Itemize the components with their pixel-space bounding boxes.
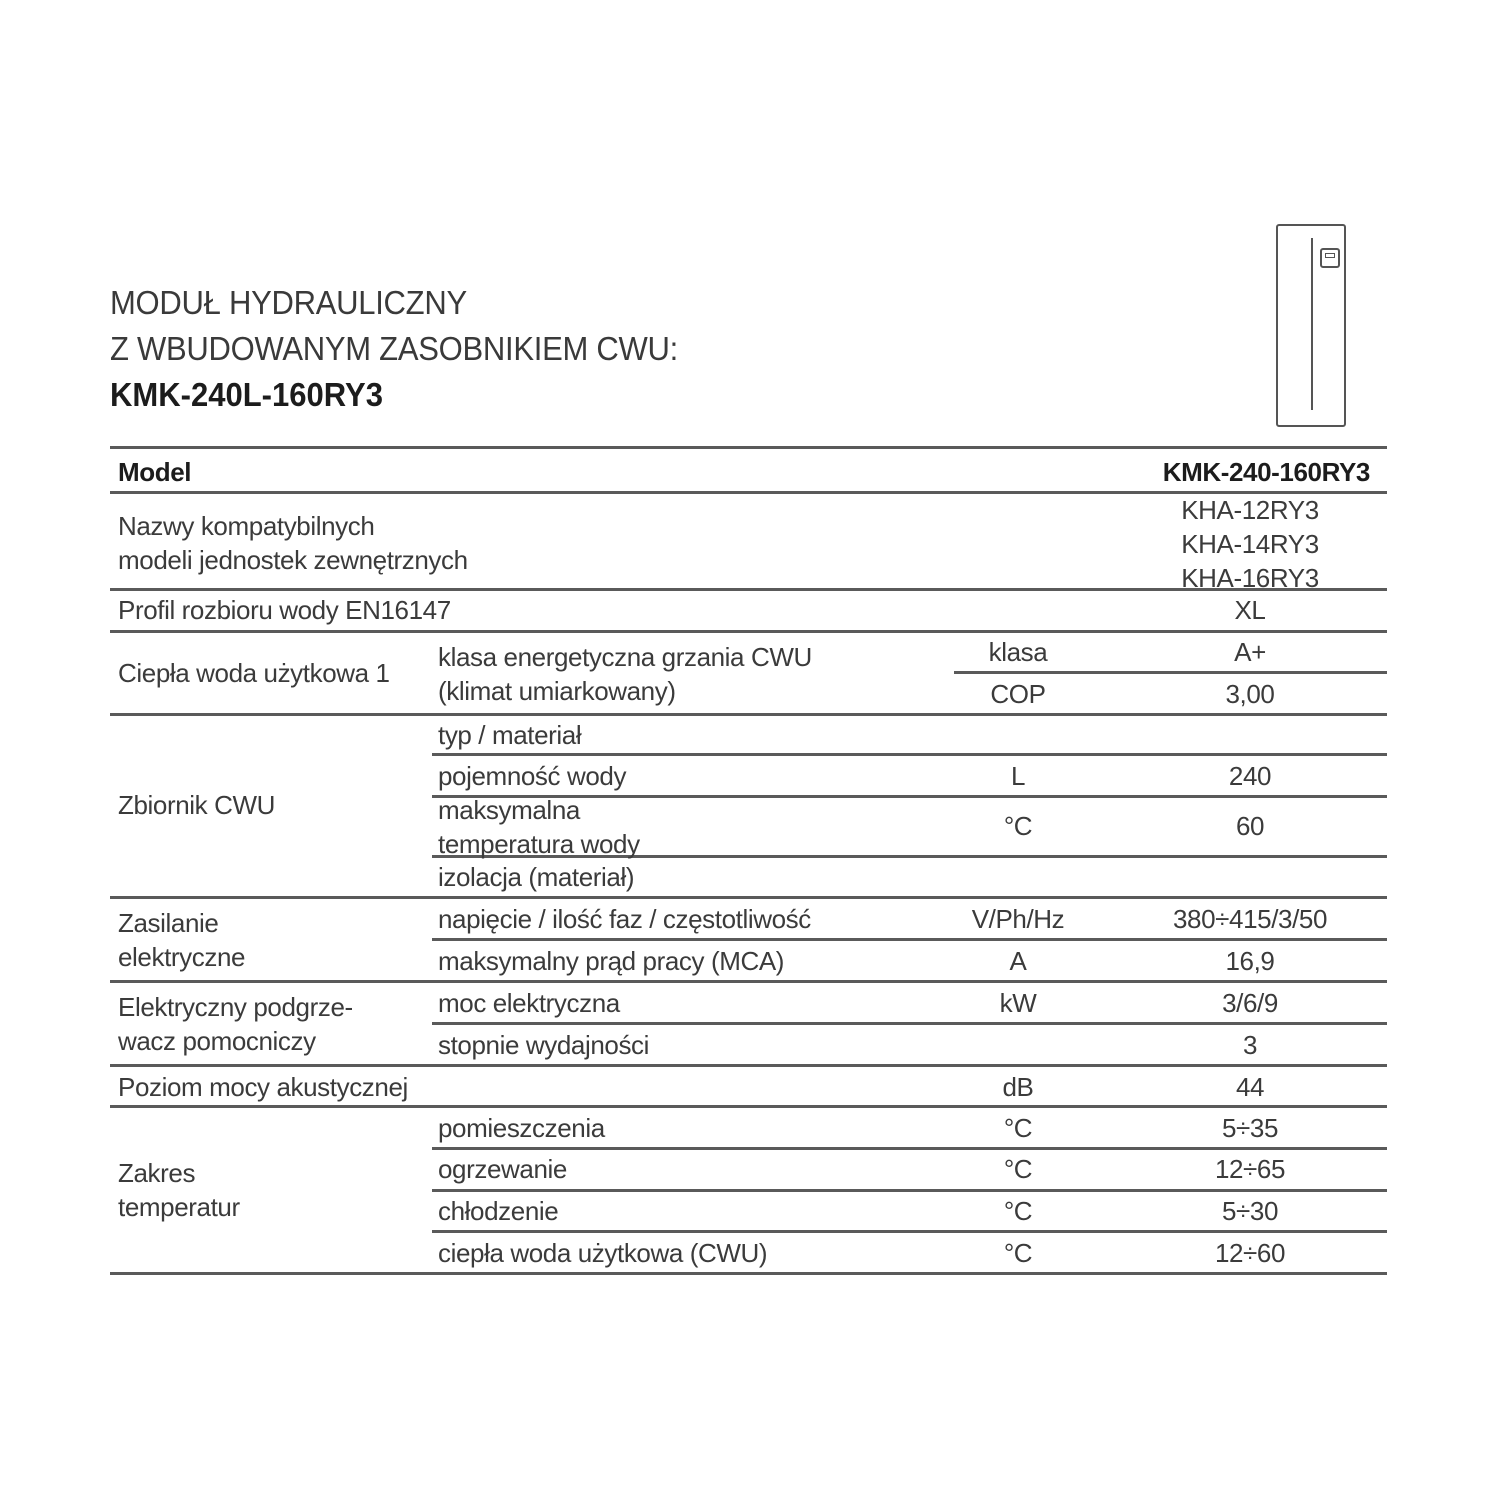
temps-label-line-2: temperatur bbox=[118, 1192, 240, 1222]
power-voltage-param: napięcie / ilość faz / częstotliwość bbox=[438, 904, 811, 934]
tank-maxtemp-line-1: maksymalna bbox=[438, 795, 580, 825]
tank-capacity-unit: L bbox=[1010, 761, 1026, 791]
power-voltage-value: 380÷415/3/50 bbox=[1172, 904, 1328, 934]
table-rule bbox=[110, 1105, 1387, 1108]
control-panel-icon bbox=[1320, 248, 1340, 268]
temps-room-param: pomieszczenia bbox=[438, 1113, 605, 1143]
tank-capacity-param: pojemność wody bbox=[438, 761, 627, 791]
dhw-param-line-1: klasa energetyczna grzania CWU bbox=[438, 642, 812, 672]
table-subrule bbox=[432, 1230, 1387, 1233]
heater-label-line-1: Elektryczny podgrze- bbox=[118, 992, 353, 1022]
dhw-value-cop: 3,00 bbox=[1225, 679, 1275, 709]
temps-label-line-1: Zakres bbox=[118, 1158, 196, 1188]
power-voltage-unit: V/Ph/Hz bbox=[971, 904, 1065, 934]
dhw-unit-cop: COP bbox=[990, 679, 1046, 709]
power-label bbox=[118, 906, 245, 974]
power-mca-param: maksymalny prąd pracy (MCA) bbox=[438, 946, 785, 976]
tank-maxtemp-unit: °C bbox=[1003, 811, 1033, 841]
tank-maxtemp-param bbox=[438, 793, 640, 861]
compatible-label-line-1: Nazwy kompatybilnych bbox=[118, 511, 375, 541]
compatible-model-2: KHA-14RY3 bbox=[1181, 529, 1319, 559]
table-subrule bbox=[432, 938, 1387, 941]
table-subrule bbox=[432, 1022, 1387, 1025]
door-seam bbox=[1311, 238, 1313, 410]
heater-power-unit: kW bbox=[999, 988, 1037, 1018]
table-subrule bbox=[954, 671, 1387, 674]
temps-room-unit: °C bbox=[1003, 1113, 1033, 1143]
tank-maxtemp-value: 60 bbox=[1235, 811, 1265, 841]
tank-label: Zbiornik CWU bbox=[118, 790, 275, 820]
noise-value: 44 bbox=[1235, 1072, 1265, 1102]
table-subrule bbox=[432, 1189, 1387, 1192]
table-rule bbox=[110, 980, 1387, 983]
table-rule bbox=[110, 896, 1387, 899]
temps-cooling-value: 5÷30 bbox=[1221, 1196, 1279, 1226]
power-mca-unit: A bbox=[1009, 946, 1027, 976]
noise-label: Poziom mocy akustycznej bbox=[118, 1072, 408, 1102]
temps-heating-unit: °C bbox=[1003, 1154, 1033, 1184]
heater-label-line-2: wacz pomocniczy bbox=[118, 1026, 316, 1056]
model-code-title: KMK-240L-160RY3 bbox=[110, 376, 383, 413]
temps-cooling-unit: °C bbox=[1003, 1196, 1033, 1226]
temps-dhw-value: 12÷60 bbox=[1214, 1238, 1286, 1268]
dhw-unit-class: klasa bbox=[988, 637, 1048, 667]
dhw-value-class: A+ bbox=[1234, 637, 1266, 667]
temps-label bbox=[118, 1156, 240, 1224]
header-model-label: Model bbox=[118, 457, 192, 487]
table-rule bbox=[110, 1064, 1387, 1067]
dhw-param bbox=[438, 640, 812, 708]
heater-label bbox=[118, 990, 353, 1058]
temps-heating-value: 12÷65 bbox=[1214, 1154, 1286, 1184]
table-subrule bbox=[432, 1147, 1387, 1150]
temps-cooling-param: chłodzenie bbox=[438, 1196, 559, 1226]
temps-dhw-unit: °C bbox=[1003, 1238, 1033, 1268]
tank-insulation-param: izolacja (materiał) bbox=[438, 862, 635, 892]
header-model-value: KMK-240-160RY3 bbox=[1162, 457, 1370, 487]
compatible-model-3: KHA-16RY3 bbox=[1181, 563, 1319, 593]
table-rule-top bbox=[110, 446, 1387, 449]
tank-capacity-value: 240 bbox=[1228, 761, 1272, 791]
power-label-line-2: elektryczne bbox=[118, 942, 246, 972]
title-line-1: MODUŁ HYDRAULICZNY bbox=[110, 284, 467, 321]
hydraulic-module-unit-icon bbox=[1276, 224, 1346, 427]
table-rule bbox=[110, 713, 1387, 716]
temps-heating-param: ogrzewanie bbox=[438, 1154, 567, 1184]
temps-room-value: 5÷35 bbox=[1221, 1113, 1279, 1143]
profile-label: Profil rozbioru wody EN16147 bbox=[118, 595, 451, 625]
noise-unit: dB bbox=[1002, 1072, 1034, 1102]
temps-dhw-param: ciepła woda użytkowa (CWU) bbox=[438, 1238, 768, 1268]
tank-maxtemp-line-2: temperatura wody bbox=[438, 829, 640, 859]
table-rule bbox=[110, 630, 1387, 633]
compatible-label bbox=[118, 509, 468, 577]
compatible-values bbox=[1130, 493, 1370, 595]
title-block bbox=[110, 280, 714, 418]
compatible-model-1: KHA-12RY3 bbox=[1181, 495, 1319, 525]
power-label-line-1: Zasilanie bbox=[118, 908, 219, 938]
heater-power-param: moc elektryczna bbox=[438, 988, 620, 1018]
power-mca-value: 16,9 bbox=[1225, 946, 1275, 976]
dhw-param-line-2: (klimat umiarkowany) bbox=[438, 676, 676, 706]
heater-steps-value: 3 bbox=[1242, 1030, 1258, 1060]
heater-steps-param: stopnie wydajności bbox=[438, 1030, 650, 1060]
dhw-label: Ciepła woda użytkowa 1 bbox=[118, 658, 390, 688]
table-rule-bottom bbox=[110, 1272, 1387, 1275]
heater-power-value: 3/6/9 bbox=[1222, 988, 1278, 1018]
profile-value: XL bbox=[1234, 595, 1266, 625]
compatible-label-line-2: modeli jednostek zewnętrznych bbox=[118, 545, 468, 575]
title-line-2: Z WBUDOWANYM ZASOBNIKIEM CWU: bbox=[110, 330, 678, 367]
table-subrule bbox=[432, 753, 1387, 756]
tank-type-param: typ / materiał bbox=[438, 720, 582, 750]
